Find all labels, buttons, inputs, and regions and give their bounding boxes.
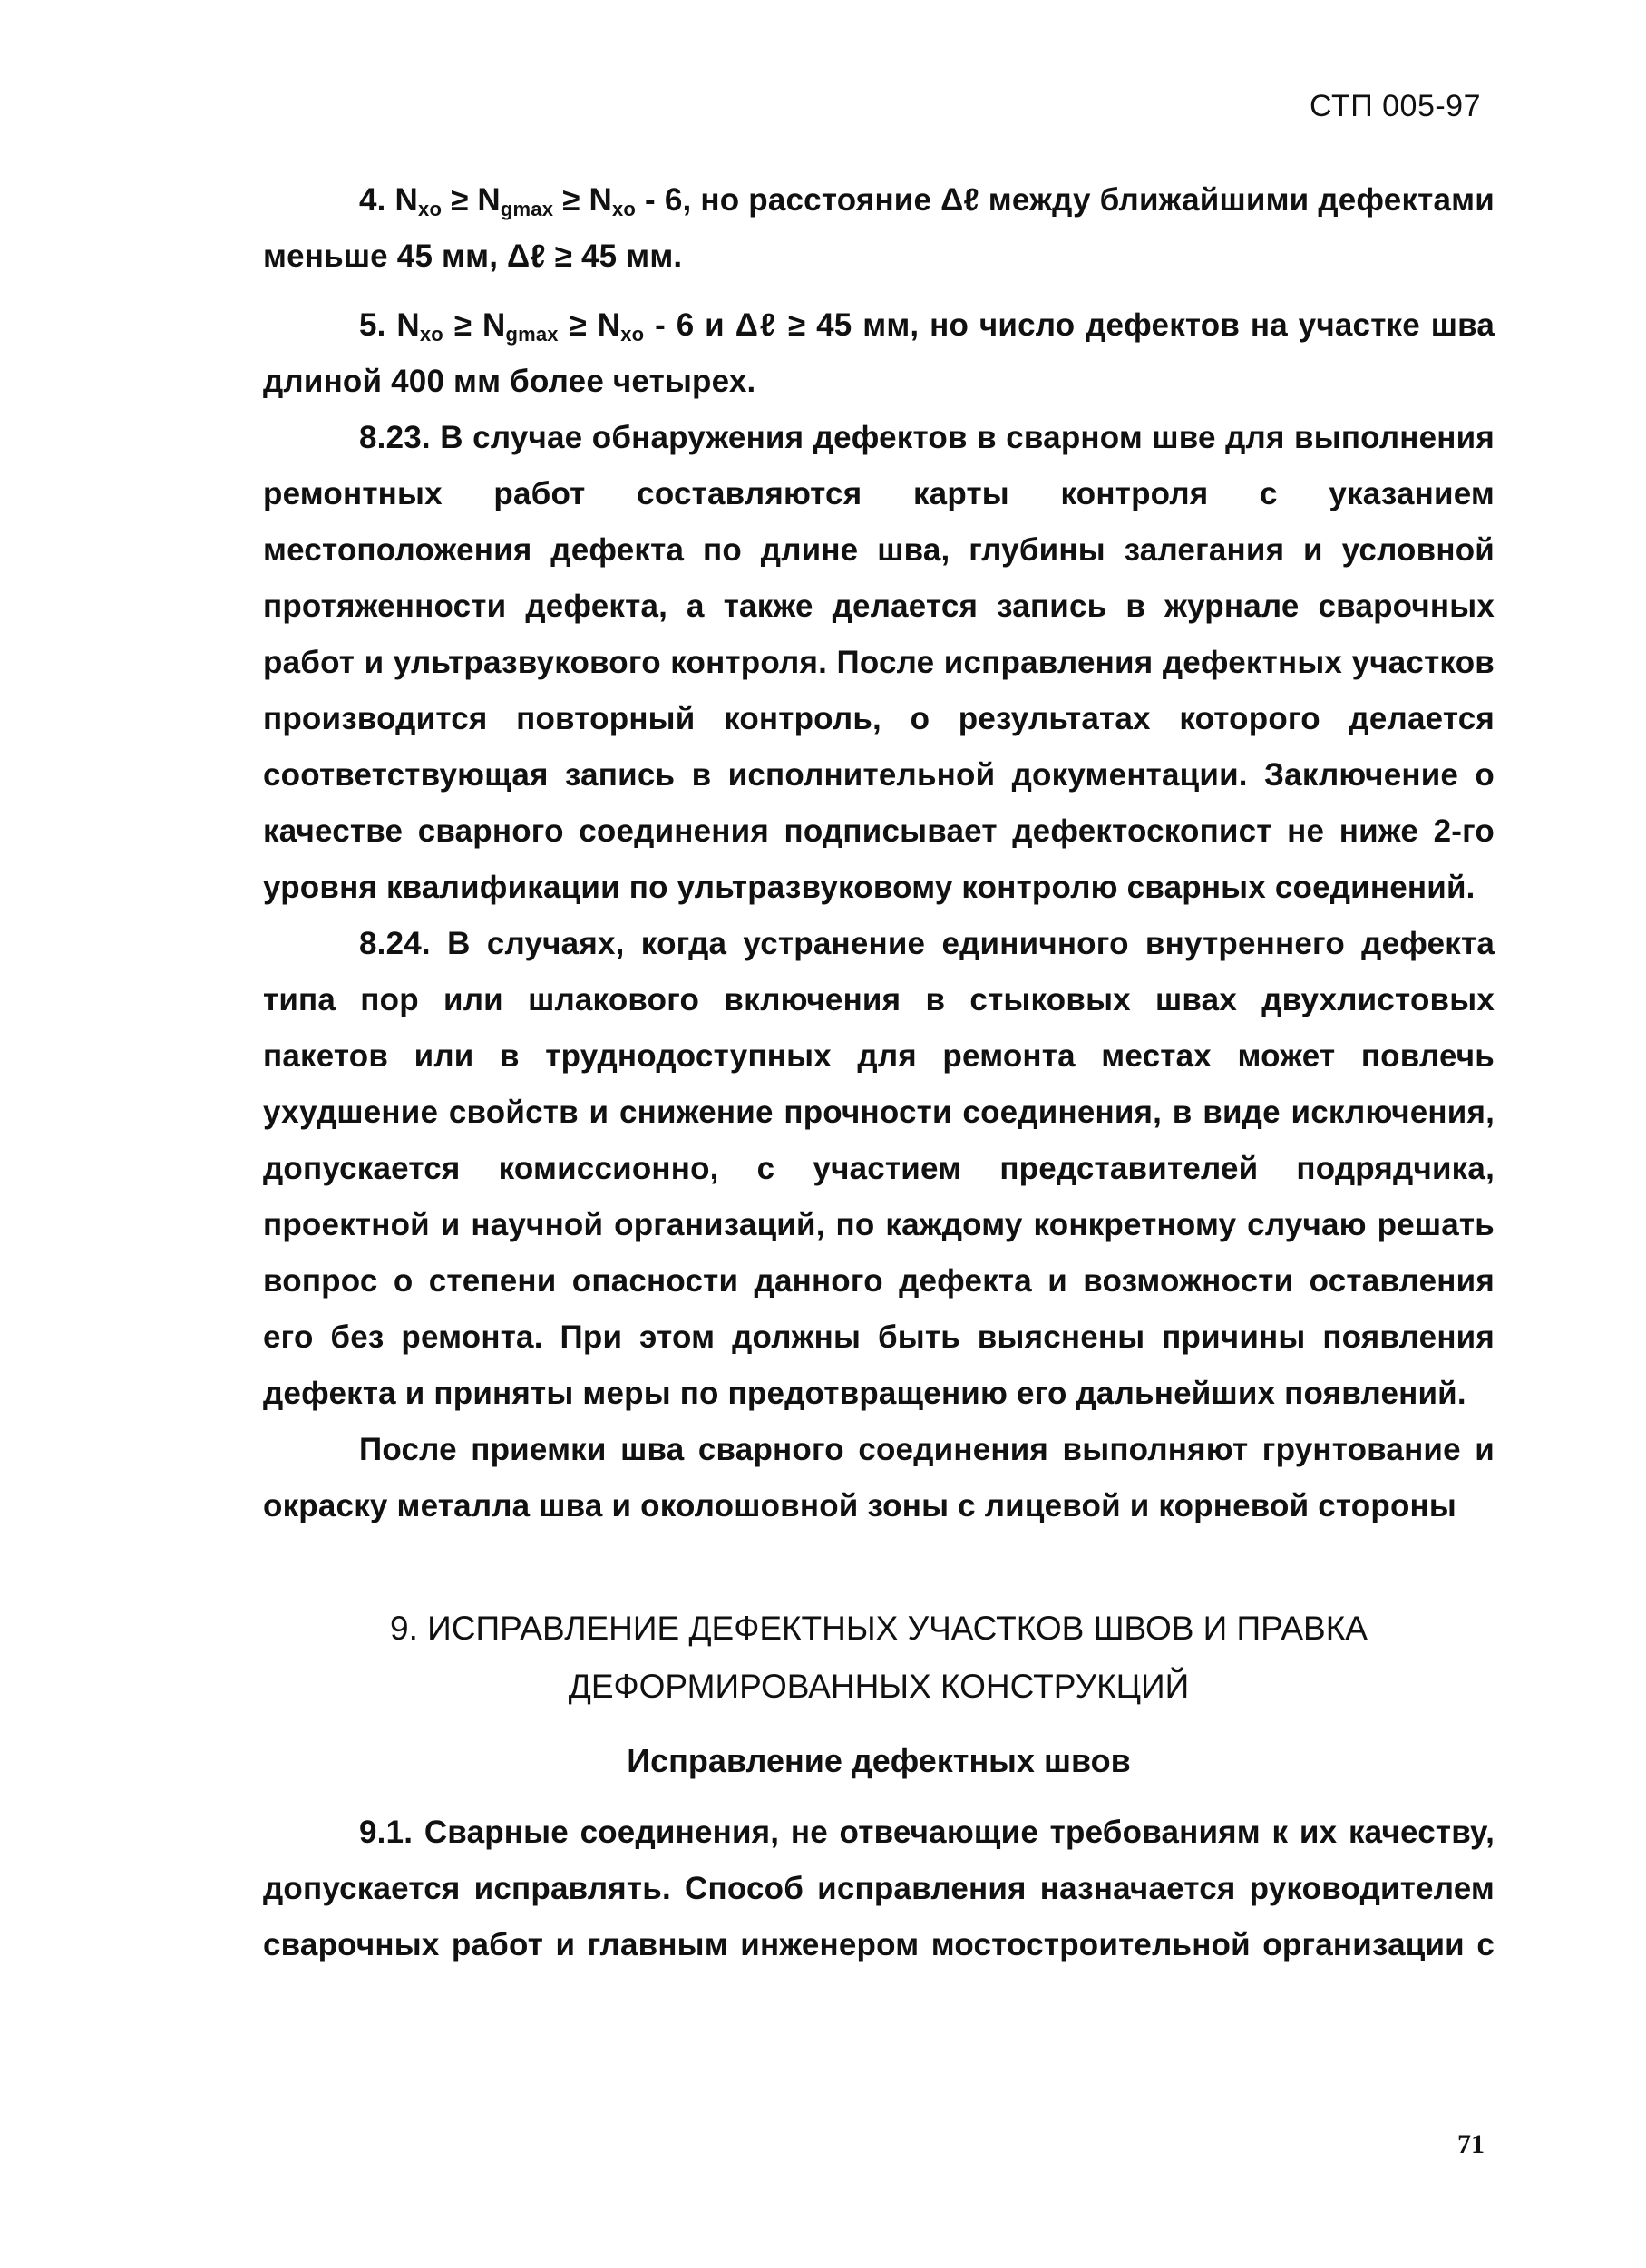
section-9-title: [263, 1600, 1495, 1716]
subsection-title: Исправление дефектных швов: [627, 1742, 1131, 1779]
document-code: СТП 005-97: [1310, 89, 1481, 123]
page-content: [263, 172, 1495, 1973]
page-number: 71: [1457, 2129, 1485, 2159]
item-5-tail: - 6 и Δℓ ≥ 45 мм, но число дефектов на участке шва длиной 400 мм более четырех.: [263, 307, 1495, 399]
item-5-sub-3: xo: [620, 323, 645, 346]
section-9-title-line-2: ДЕФОРМИРОВАННЫХ КОНСТРУКЦИЙ: [568, 1668, 1190, 1705]
paragraph-after-acceptance: После приемки шва сварного соединения выполняют грунтование и окраску металла шва и околошовной зоны с лицевой и корневой стороны: [263, 1432, 1495, 1523]
paragraph-8-23: 8.23. В случае обнаружения дефектов в сварном шве для выполнения ремонтных работ составляются карты контроля с указанием местоположения дефекта по длине шва, глубины залегания и условной протяженности дефекта, а также делается запись в журнале сварочных работ и ультразвукового контроля. После исправления дефектных участков производится повторный контроль, о результатах которого делается соответствующая запись в исполнительной документации. Заключение о качестве сварного соединения подписывает дефектоскопист не ниже 2-го уровня квалификации по ультразвуковому контролю сварных соединений.: [263, 420, 1495, 905]
item-4-tail: - 6, но расстояние Δℓ между ближайшими дефектами меньше 45 мм, Δℓ ≥ 45 мм.: [263, 182, 1495, 274]
item-4-sub-1: xo: [418, 198, 443, 220]
item-5-lead: 5. N: [359, 307, 420, 343]
item-5: [263, 297, 1495, 410]
item-4-sub-2: gmax: [500, 198, 554, 220]
item-5-sub-1: xo: [419, 323, 443, 346]
item-4-mid-1: ≥ N: [442, 182, 501, 218]
item-4-lead: 4. N: [359, 182, 419, 218]
item-5-mid-1: ≥ N: [443, 307, 506, 343]
item-5-sub-2: gmax: [505, 323, 559, 346]
paragraph-8-24: 8.24. В случаях, когда устранение единичного внутреннего дефекта типа пор или шлакового включения в стыковых швах двухлистовых пакетов или в труднодоступных для ремонта местах может повлечь ухудшение свойств и снижение прочности соединения, в виде исключения, допускается комиссионно, с участием представителей подрядчика, проектной и научной организаций, по каждому конкретному случаю решать вопрос о степени опасности данного дефекта и возможности оставления его без ремонта. При этом должны быть выяснены причины появления дефекта и приняты меры по предотвращению его дальнейших появлений.: [263, 926, 1495, 1411]
item-4: [263, 172, 1495, 285]
paragraph-9-1: 9.1. Сварные соединения, не отвечающие требованиям к их качеству, допускается исправлять. Способ исправления назначается руководителем сварочных работ и главным инженером мостостроительной организации с: [263, 1815, 1495, 1962]
section-9-title-line-1: 9. ИСПРАВЛЕНИЕ ДЕФЕКТНЫХ УЧАСТКОВ ШВОВ И ПРАВКА: [390, 1610, 1368, 1647]
item-4-mid-2: ≥ N: [553, 182, 612, 218]
item-4-sub-3: xo: [611, 198, 637, 220]
item-5-mid-2: ≥ N: [558, 307, 621, 343]
